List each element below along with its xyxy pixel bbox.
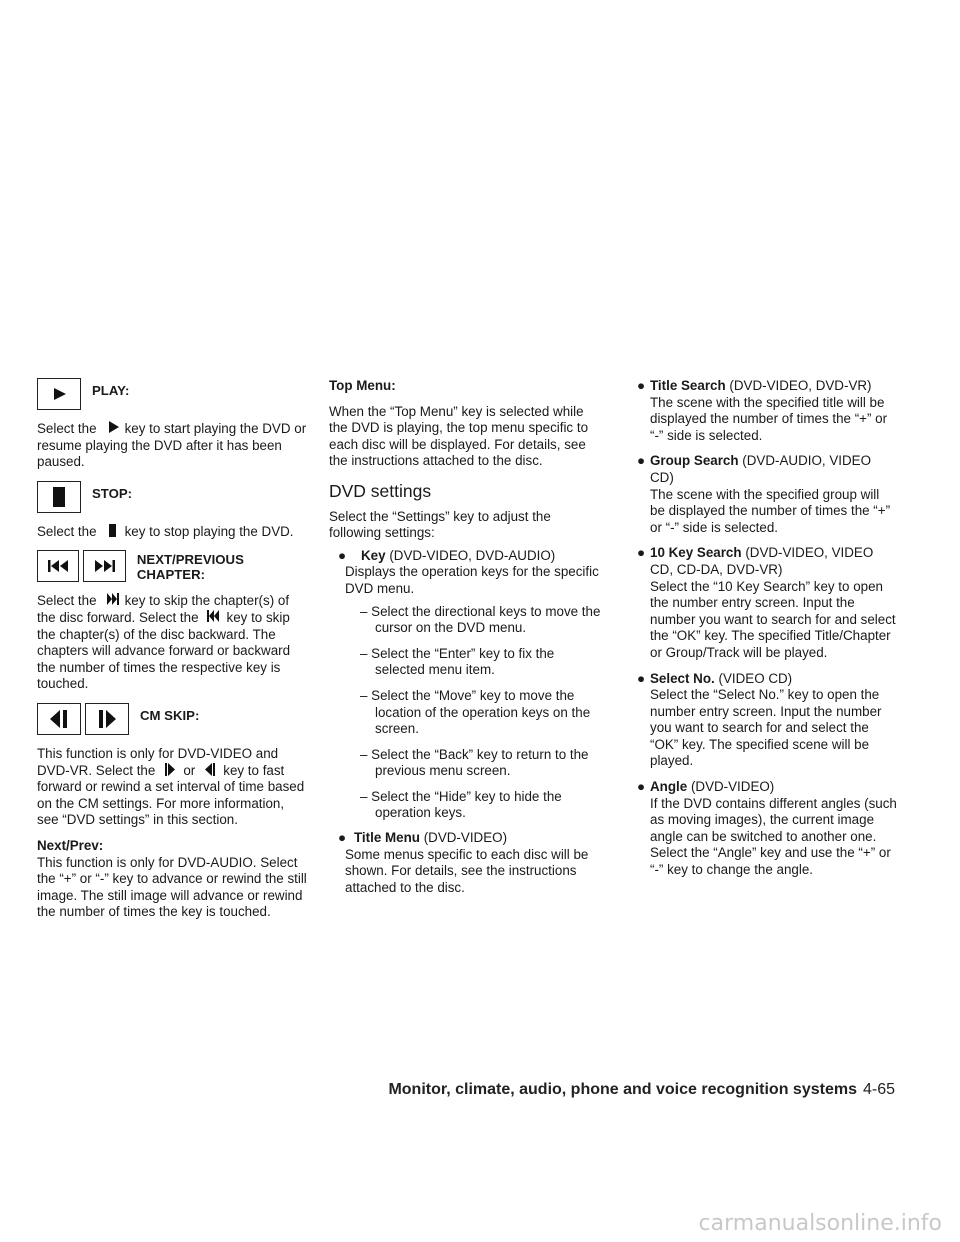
- previous-chapter-key: [37, 550, 79, 582]
- bullet-icon: ●: [637, 670, 646, 686]
- stop-paragraph: Select the key to stop playing the DVD.: [37, 523, 294, 539]
- topmenu-heading: Top Menu:: [329, 378, 396, 393]
- cmskip-paragraph: This function is only for DVD-VIDEO and DVD-VR. Select the or key to fast forward or rewind a set interval of time based on the CM settings. For more information, see “DVD settings” in this section.: [37, 745, 305, 828]
- previous-chapter-icon: [47, 559, 69, 573]
- dash-list: [345, 604, 603, 823]
- settings-item: ● Title Search (DVD-VIDEO, DVD-VR) The scene with the specified title will be displayed the number of times the “+” or “-” side is selected.: [637, 378, 888, 443]
- key-text: Displays the operation keys for the specific DVD menu.: [345, 564, 599, 596]
- title-menu-item: ● Title Menu (DVD-VIDEO) Some menus specific to each disc will be shown. For details, see the instructions attached to the disc.: [329, 830, 603, 896]
- bullet-icon: ●: [637, 779, 646, 795]
- key-item: ● Key (DVD-VIDEO, DVD-AUDIO) Displays the operation keys for the specific DVD menu. – Select the directional keys to move the cursor on the DVD menu. – Select the “Enter” key to fix the selected menu item. – Select the “Move” key to move the location of the operation keys on the screen. – Select the “Back” key to return to the previous menu screen. – Select the “Hide” key to hide the operation keys.: [329, 548, 603, 822]
- bullet-icon: ●: [637, 378, 646, 393]
- settings-item: ● Angle (DVD-VIDEO) If the DVD contains different angles (such as moving images), the current image angle can be switched to another one. Select the “Angle” key and use the “+” or “-” key to change the angle.: [637, 779, 897, 878]
- play-key: [37, 378, 81, 410]
- cm-forward-icon: [96, 708, 118, 730]
- dash-item: – Select the “Enter” key to fix the selected menu item.: [360, 645, 555, 678]
- cmskip-row: [37, 703, 309, 737]
- stop-key: [37, 481, 81, 513]
- settings-item: ● Group Search (DVD-AUDIO, VIDEO CD) The scene with the specified group will be displayed the number of times the “+” or “-” side is selected.: [637, 453, 891, 535]
- previous-icon: [205, 610, 223, 622]
- topmenu-text: When the “Top Menu” key is selected while the DVD is playing, the top menu specific to each disc will be displayed. For details, see the instructions attached to the disc.: [329, 403, 589, 469]
- dash-item: – Select the directional keys to move the cursor on the DVD menu.: [360, 603, 601, 636]
- settings-item: ● 10 Key Search (DVD-VIDEO, VIDEO CD, CD-DA, DVD-VR) Select the “10 Key Search” key to open the number entry screen. Input the number you want to search for and select the “OK” key. The specified Title/Chapter or Group/Track will be played.: [637, 545, 896, 660]
- dash-item: – Select the “Hide” key to hide the operation keys.: [360, 788, 562, 821]
- column-1: [37, 378, 309, 921]
- nextprev-heading: Next/Prev:: [37, 837, 104, 853]
- cmskip-label: CM SKIP:: [140, 707, 200, 723]
- play-paragraph: Select the key to start playing the DVD or resume playing the DVD after it has been paused.: [37, 421, 307, 470]
- nextprev-text: This function is only for DVD-AUDIO. Select the “+” or “-” key to advance or rewind the still image. The still image will advance or rewind the number of times the key is touched.: [37, 854, 307, 920]
- cm-forward-icon: [161, 763, 179, 775]
- play-icon: [51, 387, 67, 401]
- footer-title: Monitor, climate, audio, phone and voice recognition systems: [388, 1081, 857, 1098]
- title-menu-text: Some menus specific to each disc will be shown. For details, see the instructions attached to the disc.: [345, 846, 589, 895]
- nextprev-paragraph: Select the key to skip the chapter(s) of the disc forward. Select the key to skip the chapter(s) of the disc backward. The chapters will advance forward or backward the number of times the respective key is touched.: [37, 593, 291, 692]
- next-icon: [103, 593, 121, 605]
- cm-forward-key: [85, 703, 129, 735]
- dvd-intro: Select the “Settings” key to adjust the following settings:: [329, 508, 551, 541]
- nextprev-label: NEXT/PREVIOUS CHAPTER:: [136, 552, 244, 583]
- cm-rewind-icon: [48, 708, 70, 730]
- play-icon: [103, 421, 121, 433]
- dash-item: – Select the “Move” key to move the location of the operation keys on the screen.: [360, 687, 591, 737]
- dash-item: – Select the “Back” key to return to the previous menu screen.: [360, 746, 589, 779]
- dvd-settings-heading: DVD settings: [329, 480, 432, 501]
- stop-row: [37, 481, 309, 515]
- play-label: PLAY:: [92, 383, 130, 398]
- column-2: [329, 378, 603, 896]
- settings-item: ● Select No. (VIDEO CD) Select the “Select No.” key to open the number entry screen. Input the number you want to search for and select the “OK” key. The specified scene will be played.: [637, 670, 882, 769]
- stop-label: STOP:: [92, 485, 133, 501]
- page-footer: [388, 1081, 895, 1099]
- bullet-icon: ●: [338, 547, 347, 563]
- nextprev-row: [37, 550, 309, 584]
- next-chapter-icon: [94, 559, 116, 573]
- column-3: [637, 378, 897, 879]
- cm-rewind-key: [37, 703, 81, 735]
- bullet-icon: ●: [338, 830, 347, 846]
- cm-rewind-icon: [201, 763, 219, 775]
- bullet-icon: ●: [637, 453, 646, 469]
- watermark: carmanualsonline.info: [698, 1211, 942, 1236]
- next-chapter-key: [83, 550, 125, 582]
- bullet-icon: ●: [637, 545, 646, 561]
- stop-icon: [103, 524, 121, 536]
- page-number: 4-65: [862, 1081, 895, 1098]
- stop-icon: [52, 486, 66, 508]
- play-row: [37, 378, 309, 412]
